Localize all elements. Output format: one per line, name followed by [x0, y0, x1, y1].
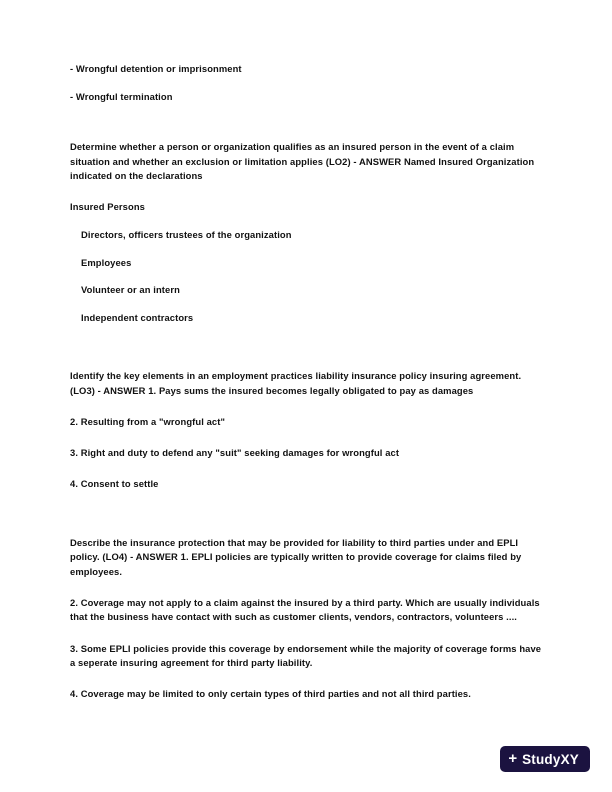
document-text-body — [70, 62, 542, 702]
plus-icon: + — [508, 750, 518, 767]
list-item-directors-officers: Directors, officers trustees of the organization — [81, 228, 292, 240]
list-item-employees: Employees — [81, 256, 132, 268]
question-block-lo3: Identify the key elements in an employment practices liability insurance policy insuring agreement. (LO3) - ANSWER 1. Pays sums the insured becomes legally obligated to pay as damages — [70, 370, 522, 396]
answer-item-limited-coverage: 4. Coverage may be limited to only certain types of third parties and not all third parties. — [70, 688, 471, 700]
answer-item-consent-to-settle: 4. Consent to settle — [70, 478, 159, 490]
list-item-volunteer-intern: Volunteer or an intern — [81, 284, 180, 296]
text-block-insured-persons-heading: Insured Persons — [70, 201, 145, 213]
answer-item-wrongful-act: 2. Resulting from a "wrongful act" — [70, 415, 226, 427]
question-block-lo4: Describe the insurance protection that may be provided for liability to third parties under and EPLI policy. (LO4) - ANSWER 1. EPLI policies are typically written to provide coverage for claims filed by employees. — [70, 536, 522, 577]
answer-item-third-party-claims: 2. Coverage may not apply to a claim against the insured by a third party. Which are usually individuals that the business have contact with such as customer clients, vendors, contractors, volunteers .... — [70, 596, 540, 623]
answer-item-duty-to-defend: 3. Right and duty to defend any "suit" seeking damages for wrongful act — [70, 447, 400, 459]
text-block-wrongful-termination: - Wrongful termination — [70, 90, 173, 102]
list-item-independent-contractors: Independent contractors — [81, 311, 194, 323]
answer-item-endorsement-coverage: 3. Some EPLI policies provide this coverage by endorsement while the majority of coverage forms have a seperate insuring agreement for third party liability. — [70, 642, 542, 669]
text-block-wrongful-detention: - Wrongful detention or imprisonment — [70, 63, 242, 74]
question-block-lo2: Determine whether a person or organization qualifies as an insured person in the event of a claim situation and whether an exclusion or limitation applies (LO2) - ANSWER Named Insured Organization indicated on the declarations — [70, 141, 535, 182]
studyxy-watermark — [500, 746, 590, 772]
watermark-brand-label: StudyXY — [522, 751, 579, 767]
